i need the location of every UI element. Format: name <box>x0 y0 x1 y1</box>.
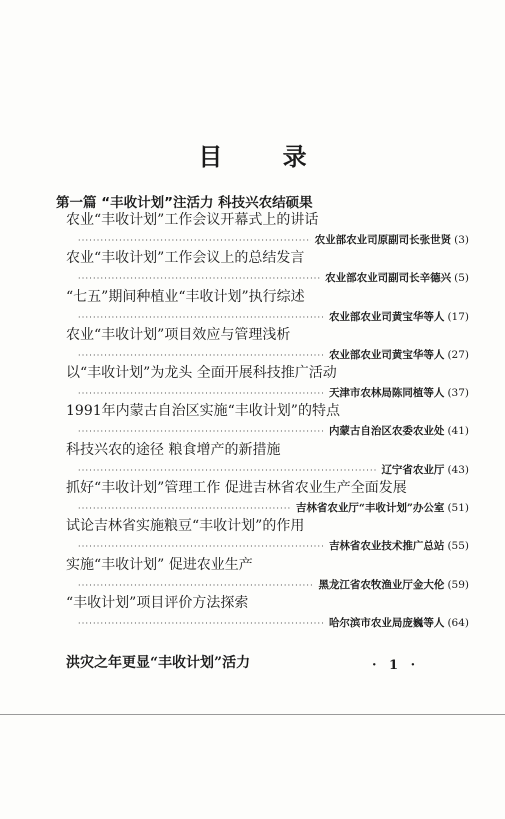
toc-entry-author: 农业部农业司黄宝华等人 <box>328 310 445 323</box>
toc-entry[interactable] <box>0 556 505 594</box>
toc-entry-page: (43) <box>447 463 469 476</box>
toc-entry[interactable] <box>0 288 505 326</box>
toc-entry-page: (55) <box>447 540 469 553</box>
toc-entry[interactable] <box>0 249 505 287</box>
toc-entry-page: (64) <box>447 616 469 629</box>
toc-entry-author: 辽宁省农业厅 <box>381 463 445 476</box>
toc-entry-author: 农业部农业司黄宝华等人 <box>328 348 445 361</box>
toc-entry-author: 吉林省农业技术推广总站 <box>328 540 445 553</box>
dot-leader <box>78 463 377 479</box>
toc-entry-line <box>78 500 469 516</box>
toc-entry-page: (41) <box>447 425 469 438</box>
dot-leader <box>78 578 314 594</box>
toc-entry-page: (59) <box>447 578 469 591</box>
page-title: 目 录 <box>198 143 333 171</box>
toc-entry-line <box>78 615 469 631</box>
page-edge-line <box>0 714 505 715</box>
dot-leader <box>78 539 325 555</box>
toc-entry-line <box>78 462 469 478</box>
toc-entry-title: 农业“丰收计划”工作会议开幕式上的讲话 <box>66 212 319 228</box>
dot-leader <box>78 616 325 632</box>
toc-entry[interactable] <box>0 479 505 517</box>
toc-entry-title: 以“丰收计划”为龙头 全面开展科技推广活动 <box>66 365 337 382</box>
toc-entry-author: 哈尔滨市农业局庞巍等人 <box>328 616 445 629</box>
toc-entry-title: “七五”期间种植业“丰收计划”执行综述 <box>66 288 305 305</box>
toc-entry[interactable] <box>0 326 505 364</box>
toc-entry-author: 吉林省农业厅“丰收计划”办公室 <box>295 502 445 515</box>
page-number: · 1 · <box>372 658 420 673</box>
section-heading: 第一篇 “丰收计划”注活力 科技兴农结硕果 <box>56 195 313 211</box>
toc-entry-title: 科技兴农的途径 粮食增产的新措施 <box>66 441 281 458</box>
toc-entry-page: (27) <box>447 348 469 361</box>
toc-entry-title: 农业“丰收计划”工作会议上的总结发言 <box>66 250 305 267</box>
toc-entry-line <box>78 423 469 439</box>
toc-entry-author: 黑龙江省农牧渔业厅金大伦 <box>318 578 445 591</box>
toc-list <box>0 211 505 632</box>
toc-entry-line <box>78 347 469 363</box>
toc-entry-title: 试论吉林省实施粮豆“丰收计划”的作用 <box>66 518 305 535</box>
dot-leader <box>78 233 311 249</box>
toc-entry-line <box>78 538 469 554</box>
toc-entry[interactable] <box>0 402 505 440</box>
dot-leader <box>78 310 325 326</box>
toc-entry[interactable] <box>0 594 505 632</box>
toc-entry-line <box>78 577 469 593</box>
dot-leader <box>78 424 325 440</box>
toc-entry[interactable] <box>0 517 505 555</box>
toc-entry-title[interactable]: 洪灾之年更显“丰收计划”活力 <box>66 655 251 671</box>
toc-entry-title: 农业“丰收计划”项目效应与管理浅析 <box>66 326 291 343</box>
toc-entry-line <box>78 270 469 286</box>
toc-entry[interactable] <box>0 211 505 249</box>
toc-entry[interactable] <box>0 441 505 479</box>
dot-leader <box>78 271 321 287</box>
toc-entry-line <box>78 232 469 248</box>
toc-entry-page: (3) <box>454 234 469 246</box>
toc-entry-title: “丰收计划”项目评价方法探索 <box>66 594 249 611</box>
dot-leader <box>78 501 292 517</box>
toc-entry-line <box>78 385 469 401</box>
toc-entry-page: (17) <box>447 310 469 323</box>
toc-entry-title: 抓好“丰收计划”管理工作 促进吉林省农业生产全面发展 <box>66 480 407 497</box>
toc-entry-page: (37) <box>447 387 469 400</box>
toc-entry-page: (5) <box>454 272 469 285</box>
toc-entry[interactable] <box>0 364 505 402</box>
dot-leader <box>78 386 325 402</box>
toc-entry-title: 实施“丰收计划” 促进农业生产 <box>66 556 253 573</box>
toc-entry-page: (51) <box>447 502 469 515</box>
toc-entry-author: 农业部农业司副司长辛德兴 <box>325 272 452 285</box>
toc-entry-line <box>78 309 469 325</box>
toc-entry-author: 农业部农业司原副司长张世贤 <box>314 234 452 246</box>
dot-leader <box>78 348 325 364</box>
toc-entry-author: 内蒙古自治区农委农业处 <box>328 425 445 438</box>
toc-entry-title: 1991年内蒙古自治区实施“丰收计划”的特点 <box>66 403 340 420</box>
toc-entry-author: 天津市农林局陈同植等人 <box>328 387 445 400</box>
